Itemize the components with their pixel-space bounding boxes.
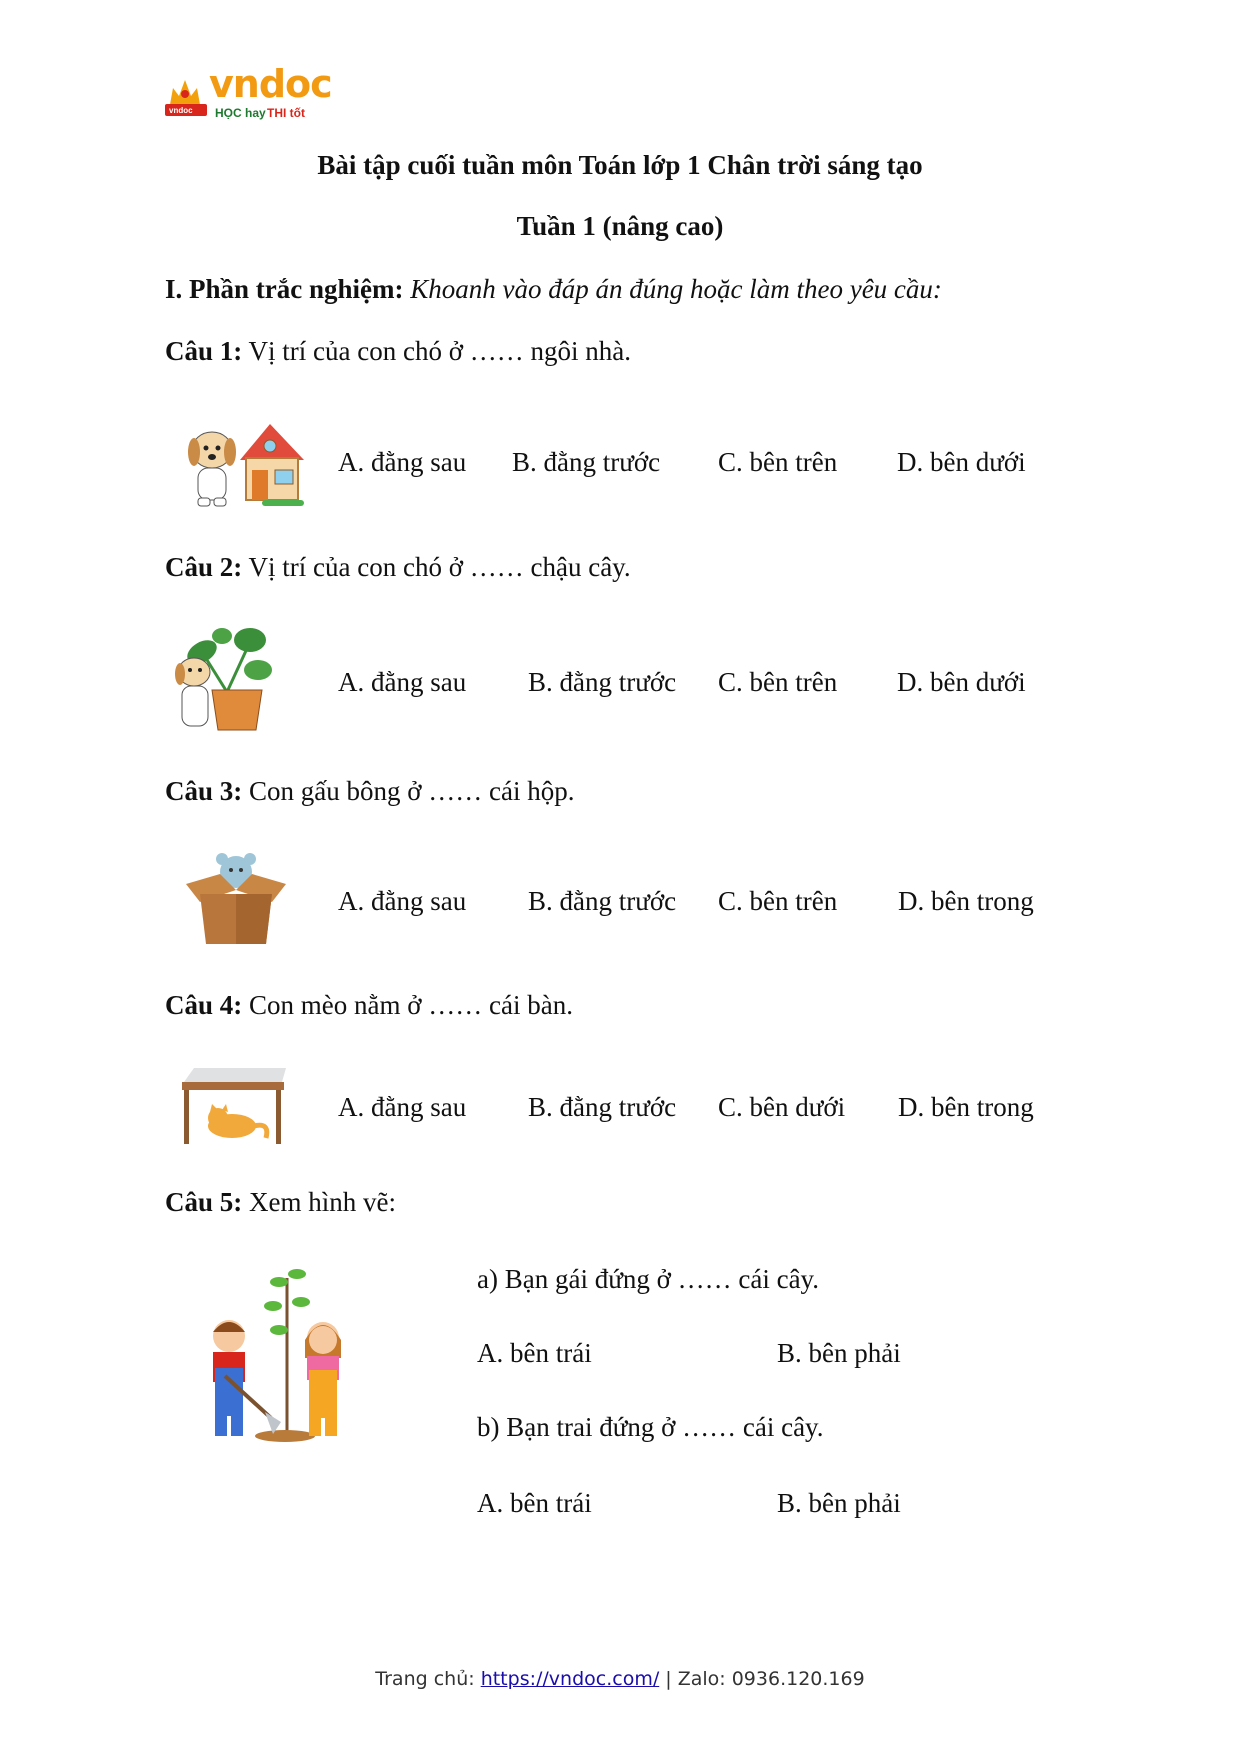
q1-option-d[interactable]: D. bên dưới [897,447,1026,477]
q2-option-b[interactable]: B. đằng trước [528,667,677,697]
page-title: Bài tập cuối tuần môn Toán lớp 1 Chân trời sáng tạo [317,150,923,180]
question-3 [165,776,575,807]
q4-option-c[interactable]: C. bên dưới [718,1092,846,1122]
q4-option-a[interactable]: A. đằng sau [338,1092,467,1122]
q5b-option-a[interactable]: A. bên trái [477,1488,592,1518]
teddy-box-illustration [180,850,292,948]
dog-plant-illustration [172,622,277,734]
children-tree-illustration [185,1258,365,1446]
q3-option-d[interactable]: D. bên trong [898,886,1034,916]
section-label: I. Phần trắc nghiệm: [165,274,404,304]
q5a-text: a) Bạn gái đứng ở …… cái cây. [477,1264,820,1294]
footer-prefix: Trang chủ: [375,1668,481,1690]
page-subtitle: Tuần 1 (nâng cao) [516,211,724,241]
vndoc-logo [165,62,332,122]
question-5 [165,1187,396,1218]
question-text: Xem hình vẽ: [249,1187,396,1217]
question-label: Câu 5: [165,1187,243,1217]
dog-house-illustration [182,412,312,512]
q5b-text: b) Bạn trai đứng ở …… cái cây. [477,1412,824,1442]
question-text: Con gấu bông ở …… cái hộp. [249,776,575,806]
q5a-option-b[interactable]: B. bên phải [777,1338,901,1368]
q2-option-d[interactable]: D. bên dưới [897,667,1026,697]
q1-option-c[interactable]: C. bên trên [718,447,838,477]
q2-option-c[interactable]: C. bên trên [718,667,838,697]
question-2 [165,552,631,583]
cat-table-illustration [176,1064,290,1146]
footer-suffix: | Zalo: 0936.120.169 [659,1668,865,1690]
q5a-option-a[interactable]: A. bên trái [477,1338,592,1368]
logo-tagline-thi: THI tốt [267,106,305,120]
q3-option-b[interactable]: B. đằng trước [528,886,677,916]
q3-option-c[interactable]: C. bên trên [718,886,838,916]
logo-badge: vndoc [169,106,193,115]
q4-option-b[interactable]: B. đằng trước [528,1092,677,1122]
q1-option-b[interactable]: B. đằng trước [512,447,661,477]
page-footer [0,1668,1240,1690]
question-4 [165,990,573,1021]
q2-option-a[interactable]: A. đằng sau [338,667,467,697]
question-text: Vị trí của con chó ở …… ngôi nhà. [248,336,631,366]
q1-option-a[interactable]: A. đằng sau [338,447,467,477]
question-label: Câu 4: [165,990,243,1020]
logo-brand: vndoc [209,62,332,106]
question-label: Câu 3: [165,776,243,806]
question-1 [165,336,631,367]
question-label: Câu 1: [165,336,243,366]
footer-home-link[interactable]: https://vndoc.com/ [480,1668,660,1690]
q5b-option-b[interactable]: B. bên phải [777,1488,901,1518]
question-text: Con mèo nằm ở …… cái bàn. [249,990,573,1020]
q3-option-a[interactable]: A. đằng sau [338,886,467,916]
question-text: Vị trí của con chó ở …… chậu cây. [248,552,631,582]
q4-option-d[interactable]: D. bên trong [898,1092,1034,1122]
section-heading [165,274,942,305]
logo-tagline-hoc: HỌC hay [215,106,266,120]
question-label: Câu 2: [165,552,243,582]
section-instruction: Khoanh vào đáp án đúng hoặc làm theo yêu cầu: [410,274,942,304]
